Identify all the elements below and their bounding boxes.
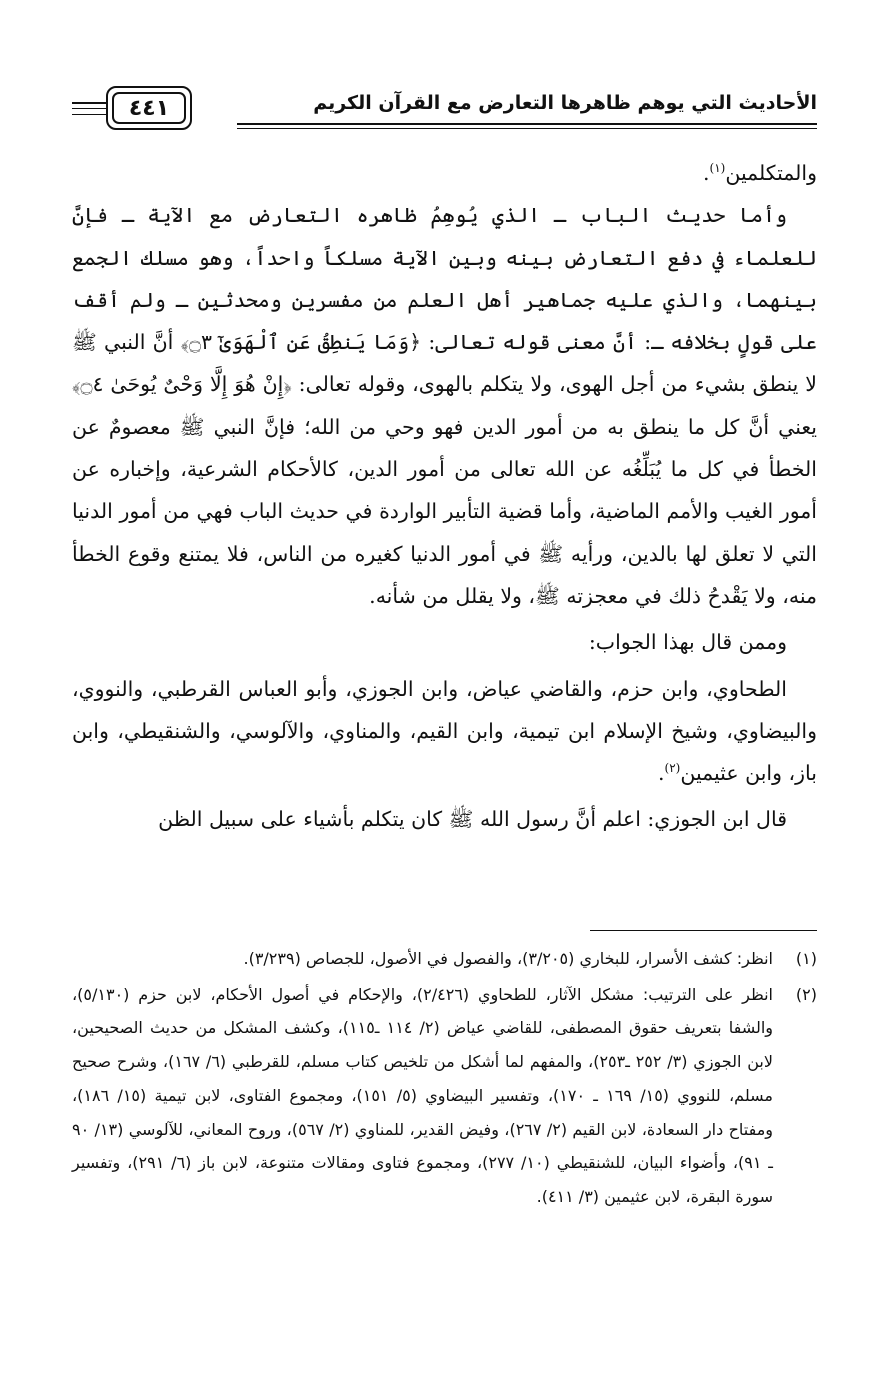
paragraph-1 xyxy=(72,152,817,194)
paragraph-1-end: . xyxy=(703,161,710,185)
paragraph-4-text: الطحاوي، وابن حزم، والقاضي عياض، وابن الجوزي، وأبو العباس القرطبي، والنووي، والبيضاوي، وشيخ الإسلام ابن تيمية، وابن القيم، والمناوي، والآلوسي، والشنقيطي، وابن باز، وابن عثيمين xyxy=(72,676,817,786)
main-text xyxy=(72,152,817,841)
footnote-2-number: (٢) xyxy=(795,984,817,1004)
paragraph-3: وممن قال بهذا الجواب: xyxy=(588,630,787,655)
footnote-separator xyxy=(590,930,817,931)
header-rule-thin xyxy=(237,128,817,129)
paragraph-4 xyxy=(72,668,817,795)
header-rule xyxy=(237,123,817,125)
header-rule-left-2 xyxy=(72,108,106,109)
page-number: ٤٤١ xyxy=(112,92,186,124)
footnote-2 xyxy=(72,978,817,1214)
footnote-ref-2: (٢) xyxy=(664,761,681,776)
paragraph-4-end: . xyxy=(657,761,665,786)
footnote-1-number: (١) xyxy=(795,949,817,968)
footnote-1 xyxy=(72,942,817,976)
footnote-2-text: انظر على الترتيب: مشكل الآثار، للطحاوي (٢/٤٢٦)، والإحكام في أصول الأحكام، لابن حزم (٥/١٣٠)، والشفا بتعريف حقوق المصطفى، للقاضي عياض (٢/ ١١٤ ـ١١٥)، وكشف المشكل من حديث الصحيحين، لابن الجوزي (٣/ ٢٥٢ ـ٢٥٣)، والمفهم لما أشكل من تلخيص كتاب مسلم، للقرطبي (٦/ ١٦٧)، وشرح صحيح مسلم، للنووي (١٥/ ١٦٩ ـ ١٧٠)، وتفسير البيضاوي (٥/ ١٥١)، ومجموع الفتاوى، لابن تيمية (١٥/ ١٨٦)، ومفتاح دار السعادة، لابن القيم (٢/ ٢٦٧)، وفيض القدير، للمناوي (٢/ ٥٦٧)، وروح المعاني، للآلوسي (١٣/ ٩٠ ـ ٩١)، وأضواء البيان، للشنقيطي (١٠/ ٢٧٧)، ومجموع فتاوى ومقالات متنوعة، لابن باز (٦/ ٢٩١)، وتفسير سورة البقرة، لابن عثيمين (٣/ ٤١١). xyxy=(72,984,774,1206)
header-rule-left xyxy=(72,102,106,104)
paragraph-5: قال ابن الجوزي: اعلم أنَّ رسول الله ﷺ كان يتكلم بأشياء على سبيل الظن xyxy=(158,807,787,832)
footnote-1-text: انظر: كشف الأسرار، للبخاري (٣/٢٠٥)، والفصول في الأصول، للجصاص (٣/٢٣٩). xyxy=(243,949,773,968)
page-header xyxy=(72,84,817,136)
running-title: الأحاديث التي يوهم ظاهرها التعارض مع القرآن الكريم xyxy=(313,92,817,114)
page-number-frame xyxy=(106,86,192,130)
footnote-ref-1: (١) xyxy=(709,161,726,176)
paragraph-1-text: والمتكلمين xyxy=(725,161,817,185)
paragraph-2: وأما حديث الباب ـ الذي يُوهِمُ ظاهره التعارض مع الآية ـ فإنَّ للعلماء في دفع التعارض بينه وبين الآية مسلكاً واحداً، وهو مسلك الجمع بينهما، والذي عليه جماهير أهل العلم من مفسرين ومحدثين ـ ولم أقف على قولٍ بخلافه ـ: أنَّ معنى قوله تعالى: ﴿وَمَا يَنطِقُ عَنِ ٱلْهَوَىٰٓ ۝٣﴾ أنَّ النبي ﷺ لا ينطق بشيء من أجل الهوى، ولا يتكلم بالهوى، وقوله تعالى: ﴿إِنْ هُوَ إِلَّا وَحْىٌ يُوحَىٰ ۝٤﴾ يعني أنَّ كل ما ينطق به من أمور الدين فهو وحي من الله؛ فإنَّ النبي ﷺ معصومٌ عن الخطأ في كل ما يُبَلِّغُه عن الله تعالى من أمور الدين، كالأحكام الشرعية، وإخباره عن أمور الغيب والأمم الماضية، وأما قضية التأبير الواردة في حديث الباب فهي من أمور الدنيا التي لا تعلق لها بالدين، ورأيه ﷺ في أمور الدنيا كغيره من الناس، فلا يمتنع وقوع الخطأ منه، ولا يَقْدحُ ذلك في معجزته ﷺ، ولا يقلل من شأنه. xyxy=(72,203,817,608)
footnotes xyxy=(72,942,817,1216)
header-rule-left-3 xyxy=(72,114,106,115)
